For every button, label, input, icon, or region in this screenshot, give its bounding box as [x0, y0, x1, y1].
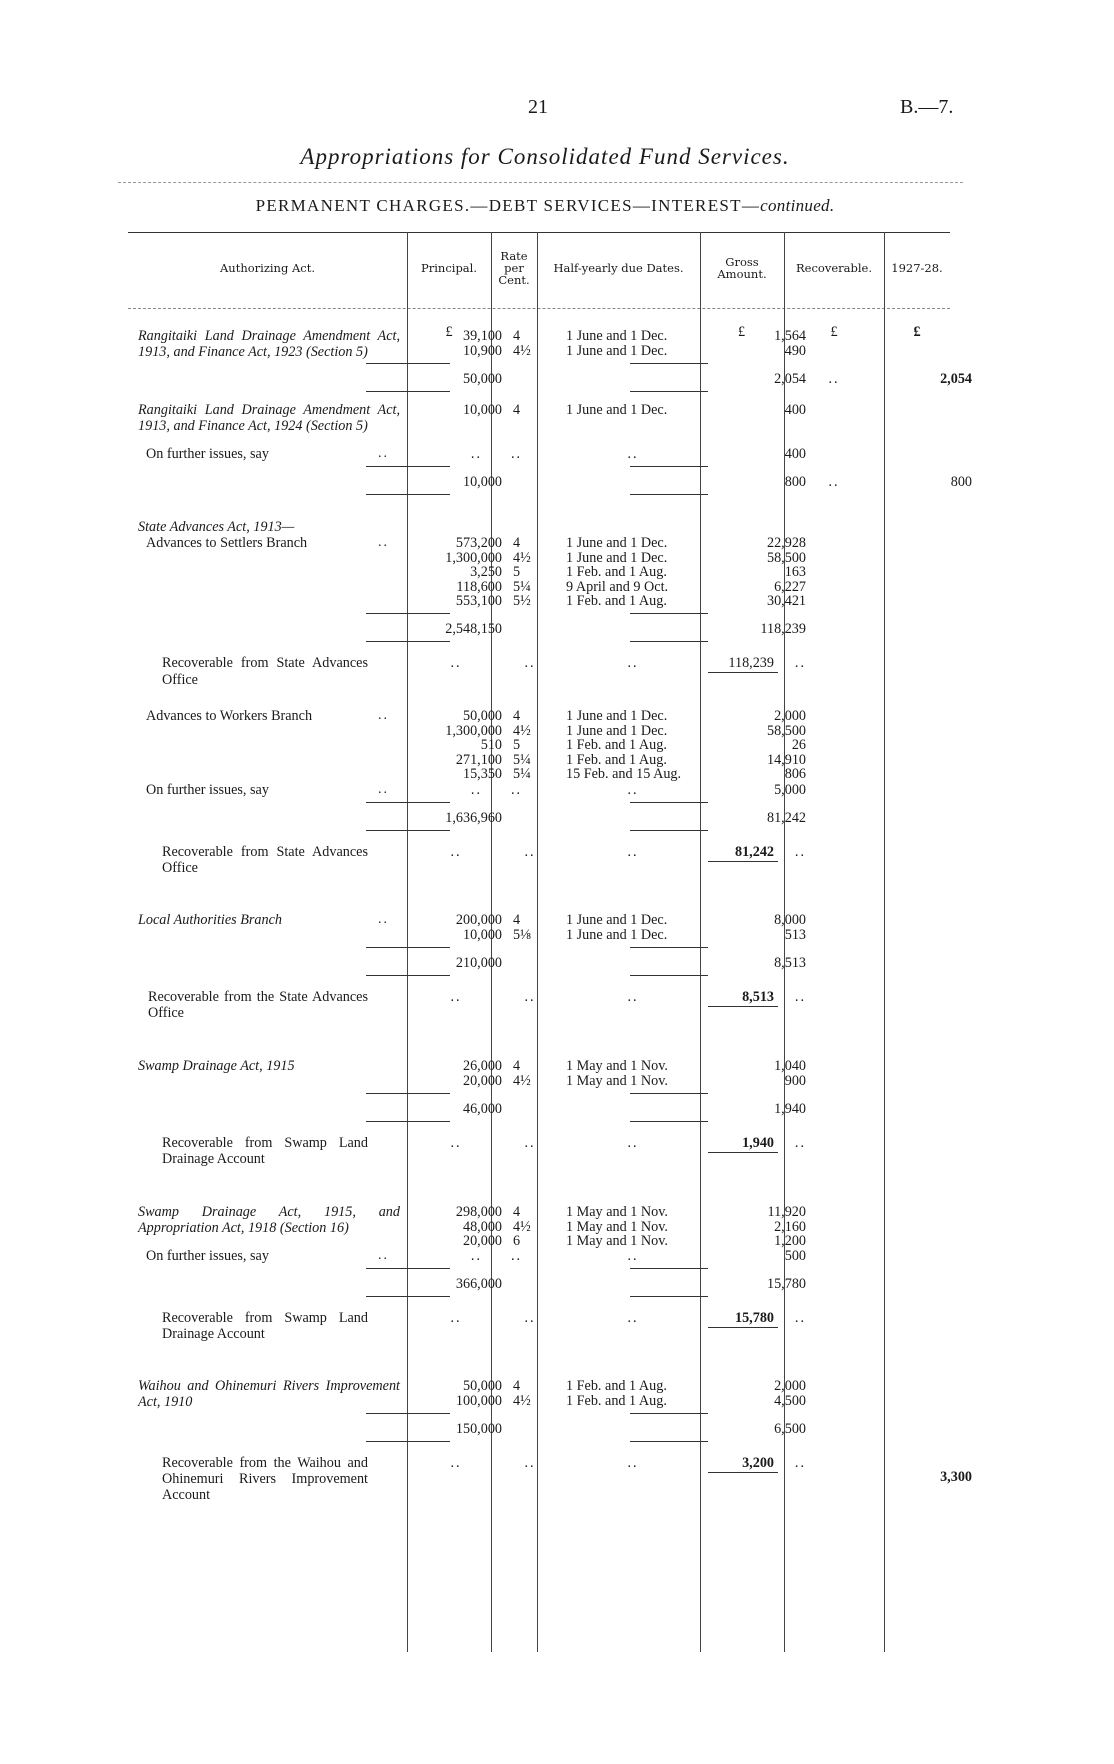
- rate-value: 4½: [513, 1392, 531, 1409]
- rate-value: 4½: [513, 1218, 531, 1235]
- ellipsis-dots: ..: [627, 655, 639, 672]
- further-issues-label: On further issues, say: [146, 1248, 269, 1264]
- gross-amount: 30,421: [766, 593, 806, 610]
- ellipsis-dots: ..: [524, 1310, 536, 1326]
- gross-amount: 400: [784, 402, 806, 418]
- due-dates: 1 June and 1 Dec.: [566, 708, 668, 724]
- rate-value: 4: [513, 1058, 521, 1074]
- due-dates: 1 May and 1 Nov.: [566, 1058, 668, 1074]
- gross-amount: 2,160: [774, 1218, 806, 1235]
- pound-symbol: £: [830, 324, 838, 340]
- due-dates: 1 June and 1 Dec.: [566, 535, 668, 551]
- interest-table: [128, 232, 972, 1652]
- due-dates: 1 June and 1 Dec.: [566, 342, 668, 359]
- recoverable-rule: [708, 1327, 778, 1328]
- total-rule: [630, 975, 708, 976]
- section-subtitle: [0, 196, 1090, 216]
- principal-value: 50,000: [462, 708, 502, 724]
- principal-total: 10,000: [462, 474, 502, 490]
- total-rule: [630, 641, 708, 642]
- rate-value: 5¼: [513, 751, 531, 768]
- column-divider: [407, 232, 408, 1652]
- total-rule: [630, 494, 708, 495]
- pound-symbol: £: [738, 324, 746, 340]
- recoverable-label: Recoverable from State Advances Office: [162, 844, 368, 877]
- total-rule: [366, 613, 450, 614]
- ellipsis-dots: ..: [470, 446, 482, 462]
- header-bottom-rule: [128, 308, 950, 309]
- gross-total: 81,242: [766, 810, 806, 826]
- act-subsection: Advances to Workers Branch: [146, 708, 313, 724]
- gross-amount: 900: [784, 1072, 806, 1089]
- column-header-rate: Rate per Cent.: [498, 249, 530, 287]
- column-header-act: Authorizing Act.: [219, 261, 316, 275]
- subtitle-continued: continued.: [760, 196, 835, 215]
- rate-value: 5¼: [513, 578, 531, 595]
- column-header-principal: Principal.: [421, 261, 477, 275]
- total-rule: [366, 363, 450, 364]
- gross-amount: 1,564: [774, 328, 806, 344]
- ellipsis-dots: ..: [450, 1134, 462, 1151]
- column-divider: [884, 232, 885, 1652]
- due-dates: 1 June and 1 Dec.: [566, 549, 668, 566]
- principal-value: 573,200: [455, 535, 502, 551]
- authorizing-act: Rangitaiki Land Drainage Amendment Act, 1913, and Finance Act, 1924 (Section 5): [138, 402, 400, 435]
- total-rule: [630, 391, 708, 392]
- recoverable-amount: 1,940: [742, 1134, 774, 1151]
- recoverable-rule: [708, 672, 778, 673]
- authorizing-act: Waihou and Ohinemuri Rivers Improvement Act, 1910: [138, 1378, 400, 1411]
- gross-amount: 11,920: [767, 1204, 806, 1220]
- rate-value: 5: [513, 737, 521, 754]
- total-rule: [366, 975, 450, 976]
- recoverable-rule: [708, 861, 778, 862]
- gross-amount: 500: [784, 1248, 806, 1264]
- gross-total: 8,513: [774, 954, 806, 971]
- rate-value: 5: [513, 564, 521, 581]
- total-rule: [366, 1296, 450, 1297]
- gross-amount: 1,040: [774, 1058, 806, 1074]
- ellipsis-dots: ..: [470, 782, 482, 798]
- column-header-recoverable: Recoverable.: [796, 261, 872, 275]
- total-rule: [366, 802, 450, 803]
- column-header-dates: Half-yearly due Dates.: [553, 261, 684, 275]
- principal-value: 510: [480, 737, 502, 754]
- ellipsis-dots: ..: [378, 912, 389, 927]
- due-dates: 1 June and 1 Dec.: [566, 328, 668, 344]
- total-rule: [630, 1413, 708, 1414]
- gross-amount: 806: [784, 766, 806, 783]
- rate-value: 4½: [513, 722, 531, 739]
- principal-value: 3,250: [470, 564, 502, 581]
- gross-total: 800: [784, 474, 806, 490]
- principal-value: 1,300,000: [445, 722, 502, 739]
- recoverable-amount: 3,200: [742, 1454, 774, 1471]
- rate-value: 4: [513, 402, 521, 418]
- total-rule: [630, 1121, 708, 1122]
- gross-amount: 8,000: [774, 912, 806, 928]
- due-dates: 1 May and 1 Nov.: [566, 1072, 668, 1089]
- principal-total: 46,000: [462, 1100, 502, 1117]
- rate-value: 5½: [513, 593, 531, 610]
- rate-value: 4: [513, 912, 521, 928]
- due-dates: 1 June and 1 Dec.: [566, 402, 668, 418]
- principal-value: 50,000: [462, 1378, 502, 1394]
- gross-amount: 14,910: [766, 751, 806, 768]
- ellipsis-dots: ..: [794, 655, 806, 672]
- gross-amount: 58,500: [766, 549, 806, 566]
- ellipsis-dots: ..: [511, 782, 523, 798]
- principal-value: 1,300,000: [445, 549, 502, 566]
- total-rule: [366, 494, 450, 495]
- total-rule: [366, 1268, 450, 1269]
- ellipsis-dots: ..: [627, 446, 639, 462]
- ellipsis-dots: ..: [828, 370, 840, 387]
- rate-value: 4½: [513, 342, 531, 359]
- ellipsis-dots: ..: [450, 1310, 462, 1326]
- rate-value: 4: [513, 1378, 521, 1394]
- ellipsis-dots: ..: [470, 1248, 482, 1264]
- gross-total: 6,500: [774, 1420, 806, 1437]
- principal-total: 2,548,150: [445, 621, 502, 638]
- column-header-gross: Gross Amount.: [717, 255, 767, 281]
- recoverable-rule: [708, 1006, 778, 1007]
- gross-amount: 58,500: [766, 722, 806, 739]
- principal-value: 271,100: [455, 751, 502, 768]
- ellipsis-dots: ..: [627, 1454, 639, 1471]
- rate-value: 5⅛: [513, 926, 531, 943]
- total-rule: [366, 947, 450, 948]
- subtitle-main: PERMANENT CHARGES.—DEBT SERVICES—INTEREST—: [255, 196, 761, 215]
- rate-value: 5¼: [513, 766, 531, 783]
- total-rule: [630, 1268, 708, 1269]
- recoverable-rule: [708, 1152, 778, 1153]
- rate-value: 4: [513, 328, 521, 344]
- principal-value: 20,000: [462, 1233, 502, 1250]
- due-dates: 1 June and 1 Dec.: [566, 722, 668, 739]
- page-title: Appropriations for Consolidated Fund Services.: [300, 144, 790, 169]
- ellipsis-dots: ..: [627, 844, 639, 860]
- ellipsis-dots: ..: [450, 844, 462, 860]
- principal-value: 100,000: [455, 1392, 502, 1409]
- total-rule: [630, 1296, 708, 1297]
- recoverable-amount: 81,242: [734, 844, 774, 860]
- ellipsis-dots: ..: [450, 1454, 462, 1471]
- rate-value: 4: [513, 708, 521, 724]
- ellipsis-dots: ..: [378, 1248, 389, 1263]
- recoverable-label: Recoverable from Swamp Land Drainage Account: [162, 1134, 368, 1167]
- principal-total: 1,636,960: [445, 810, 502, 826]
- recoverable-label: Recoverable from the State Advances Office: [148, 988, 368, 1021]
- principal-value: 26,000: [462, 1058, 502, 1074]
- ellipsis-dots: ..: [511, 1248, 523, 1264]
- further-issues-label: On further issues, say: [146, 446, 269, 462]
- total-rule: [366, 1441, 450, 1442]
- total-rule: [366, 391, 450, 392]
- total-rule: [630, 466, 708, 467]
- pound-symbol: £: [445, 324, 453, 340]
- due-dates: 1 May and 1 Nov.: [566, 1233, 668, 1250]
- ellipsis-dots: ..: [378, 708, 389, 723]
- total-rule: [366, 466, 450, 467]
- ellipsis-dots: ..: [794, 988, 806, 1005]
- gross-total: 2,054: [774, 370, 806, 387]
- principal-value: 15,350: [462, 766, 502, 783]
- total-rule: [630, 1441, 708, 1442]
- authorizing-act: Rangitaiki Land Drainage Amendment Act, 1913, and Finance Act, 1923 (Section 5): [138, 328, 400, 361]
- principal-total: 210,000: [455, 954, 502, 971]
- ellipsis-dots: ..: [627, 1310, 639, 1326]
- principal-value: 200,000: [455, 912, 502, 928]
- total-rule: [366, 1093, 450, 1094]
- ellipsis-dots: ..: [378, 535, 389, 550]
- total-rule: [630, 802, 708, 803]
- principal-value: 298,000: [455, 1204, 502, 1220]
- principal-value: 10,000: [462, 402, 502, 418]
- gross-amount: 1,200: [774, 1233, 806, 1250]
- due-dates: 1 May and 1 Nov.: [566, 1204, 668, 1220]
- ellipsis-dots: ..: [627, 782, 639, 798]
- ellipsis-dots: ..: [524, 844, 536, 860]
- recoverable-amount: 8,513: [742, 988, 774, 1005]
- gross-total: 15,780: [766, 1276, 806, 1292]
- due-dates: 1 June and 1 Dec.: [566, 912, 668, 928]
- ellipsis-dots: ..: [828, 474, 840, 490]
- gross-amount: 22,928: [766, 535, 806, 551]
- ellipsis-dots: ..: [524, 1454, 536, 1471]
- gross-amount: 26: [791, 737, 806, 754]
- year-total: 3,300: [940, 1468, 972, 1485]
- rate-value: 4½: [513, 1072, 531, 1089]
- authorizing-act: Swamp Drainage Act, 1915: [138, 1058, 295, 1074]
- authorizing-act: Swamp Drainage Act, 1915, and Appropriation Act, 1918 (Section 16): [138, 1204, 400, 1237]
- rate-value: 4½: [513, 549, 531, 566]
- year-total: 800: [950, 474, 972, 490]
- principal-value: 553,100: [455, 593, 502, 610]
- ellipsis-dots: ..: [627, 988, 639, 1005]
- principal-value: 39,100: [462, 328, 502, 344]
- principal-value: 118,600: [456, 578, 502, 595]
- ellipsis-dots: ..: [524, 655, 536, 672]
- ellipsis-dots: ..: [378, 446, 389, 461]
- total-rule: [630, 613, 708, 614]
- gross-amount: 6,227: [774, 578, 806, 595]
- due-dates: 1 Feb. and 1 Aug.: [566, 564, 667, 581]
- total-rule: [366, 1121, 450, 1122]
- principal-value: 10,000: [462, 926, 502, 943]
- ellipsis-dots: ..: [627, 1248, 639, 1264]
- recoverable-rule: [708, 1472, 778, 1473]
- due-dates: 15 Feb. and 15 Aug.: [566, 766, 682, 783]
- gross-amount: 400: [784, 446, 806, 462]
- total-rule: [630, 1093, 708, 1094]
- principal-total: 366,000: [455, 1276, 502, 1292]
- ellipsis-dots: ..: [627, 1134, 639, 1151]
- ellipsis-dots: ..: [794, 1134, 806, 1151]
- principal-value: 10,900: [462, 342, 502, 359]
- gross-amount: 4,500: [774, 1392, 806, 1409]
- gross-total: 1,940: [774, 1100, 806, 1117]
- rate-value: 6: [513, 1233, 521, 1250]
- ellipsis-dots: ..: [794, 1310, 806, 1326]
- ellipsis-dots: ..: [511, 446, 523, 462]
- due-dates: 1 Feb. and 1 Aug.: [566, 1378, 667, 1394]
- total-rule: [630, 947, 708, 948]
- page-number: 21: [528, 96, 548, 118]
- recoverable-label: Recoverable from the Waihou and Ohinemuri Rivers Improvement Account: [162, 1454, 368, 1504]
- recoverable-amount: 15,780: [734, 1310, 774, 1326]
- total-rule: [366, 641, 450, 642]
- recoverable-label: Recoverable from Swamp Land Drainage Account: [162, 1310, 368, 1343]
- rate-value: 4: [513, 535, 521, 551]
- gross-amount: 490: [784, 342, 806, 359]
- recoverable-amount: 118,239: [728, 655, 774, 672]
- gross-amount: 5,000: [774, 782, 806, 798]
- table-top-rule: [128, 232, 950, 233]
- gross-total: 118,239: [760, 621, 806, 638]
- due-dates: 1 Feb. and 1 Aug.: [566, 751, 667, 768]
- act-subsection: Local Authorities Branch: [138, 912, 282, 928]
- ellipsis-dots: ..: [524, 988, 536, 1005]
- gross-amount: 2,000: [774, 708, 806, 724]
- due-dates: 1 May and 1 Nov.: [566, 1218, 668, 1235]
- ellipsis-dots: ..: [524, 1134, 536, 1151]
- total-rule: [366, 830, 450, 831]
- act-subsection: Advances to Settlers Branch: [146, 535, 308, 551]
- total-rule: [630, 363, 708, 364]
- principal-total: 50,000: [462, 370, 502, 387]
- total-rule: [366, 1413, 450, 1414]
- column-header-year: 1927-28.: [891, 261, 943, 275]
- ellipsis-dots: ..: [794, 844, 806, 860]
- ellipsis-dots: ..: [794, 1454, 806, 1471]
- principal-value: 20,000: [462, 1072, 502, 1089]
- year-total: 2,054: [940, 370, 972, 387]
- total-rule: [630, 830, 708, 831]
- recoverable-label: Recoverable from State Advances Office: [162, 655, 368, 688]
- due-dates: 9 April and 9 Oct.: [566, 578, 669, 595]
- ellipsis-dots: ..: [450, 988, 462, 1005]
- due-dates: 1 Feb. and 1 Aug.: [566, 1392, 667, 1409]
- principal-value: 48,000: [462, 1218, 502, 1235]
- gross-amount: 2,000: [774, 1378, 806, 1394]
- due-dates: 1 June and 1 Dec.: [566, 926, 668, 943]
- due-dates: 1 Feb. and 1 Aug.: [566, 737, 667, 754]
- further-issues-label: On further issues, say: [146, 782, 269, 798]
- title-rule: [118, 182, 963, 183]
- document-reference: B.—7.: [900, 96, 954, 118]
- ellipsis-dots: ..: [450, 655, 462, 672]
- gross-amount: 513: [784, 926, 806, 943]
- pound-symbol: £: [913, 324, 921, 340]
- principal-total: 150,000: [455, 1420, 502, 1437]
- ellipsis-dots: ..: [378, 782, 389, 797]
- rate-value: 4: [513, 1204, 521, 1220]
- due-dates: 1 Feb. and 1 Aug.: [566, 593, 667, 610]
- gross-amount: 163: [784, 564, 806, 581]
- authorizing-act: State Advances Act, 1913—: [138, 519, 295, 535]
